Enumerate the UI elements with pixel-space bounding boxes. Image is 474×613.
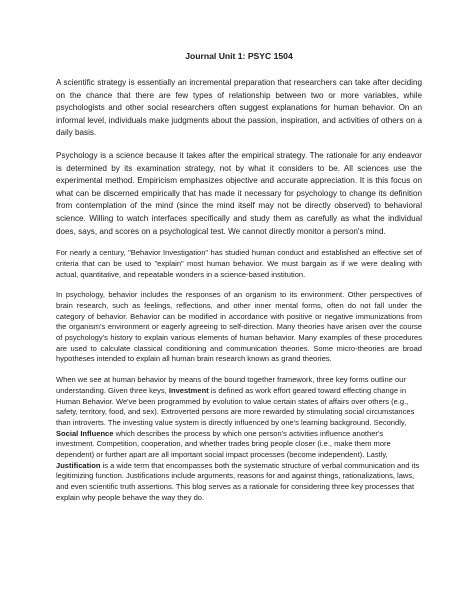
paragraph-5-text-g: is a wide term that encompasses both the systematic structure of verbal communication and its legitimizing function. Justifications include arguments, reasons for and against things, rationalizations, laws, and even scientific truth assertions. This blog serves as a rationale for considering three key processes that explain why people behave the way they do. <box>56 460 420 502</box>
paragraph-5-text-c: is defined as work effort geared toward effecting change in Human Behavior. We've been programmed by evolution to value certain states of affairs over others (e.g., safety, territory, food, and sex). Extroverted persons are more rewarded by stimulating social circumstances than introverts. The investing value system is directly influenced by one's learning background. Secondly, <box>56 385 415 427</box>
paragraph-5 <box>56 375 422 503</box>
paragraph-1: A scientific strategy is essentially an incremental preparation that researchers can take after deciding on the chance that there are few types of relationship between two or more variables, while psychologists and other social researchers often suggest explanations for human behavior. On an informal level, individuals make judgments about the passion, inspiration, and activities of others on a daily basis. <box>56 78 422 138</box>
term-social-influence: Social Influence <box>56 428 114 438</box>
paragraph-4: In psychology, behavior includes the responses of an organism to its environment. Other perspectives of brain research, such as feelings, reflections, and other inner mental forms, often do not fall under the category of behavior. Behavior can be modified in accordance with positive or negative immunizations from the organism's environment or eagerly agreeing to self-direction. Many theories have arisen over the course of psychology's history to explain various elements of human behavior. Many examples of these procedures are used to calculate classical conditioning and communication theories. Some micro-theories are broad hypotheses intended to explain all human brain research known as grand theories. <box>56 290 422 364</box>
paragraph-2: Psychology is a science because it takes after the empirical strategy. The rationale for any endeavor is determined by its examination strategy, not by what it considers to be. All sciences use the experimental method. Empiricism emphasizes objective and accurate appreciation. It is this focus on what can be discerned empirically that has made it necessary for psychology to change its definition from contemplation of the mind (since the mind itself may not be directly observed) to behavioral science. Willing to watch interfaces specifically and study them as carefully as what the individual does, says, and scores on a psychological test. We cannot directly monitor a person's mind. <box>56 150 422 236</box>
page-title: Journal Unit 1: PSYC 1504 <box>185 51 293 61</box>
term-justification: Justification <box>56 460 101 470</box>
term-investment: Investment <box>168 385 209 395</box>
paragraph-3: For nearly a century, "Behavior Investigation" has studied human conduct and established an effective set of criteria that can be used to "explain" most human behavior. We must bargain as if we were dealing with actual, quantitative, and repeatable wonders in a science-based institution. <box>56 248 422 279</box>
paragraph-5-text-a: When we see at human behavior by means of the bound together framework, three key forms outline our understanding. Given three keys, <box>56 375 406 395</box>
paragraph-5-text-e: which describes the process by which one person's activities influence another's investment. Competition, cooperation, and whether trades bring people closer (i.e., make them more dependent) or further apart are all important social impact processes (become independent). Lastly, <box>56 428 391 460</box>
